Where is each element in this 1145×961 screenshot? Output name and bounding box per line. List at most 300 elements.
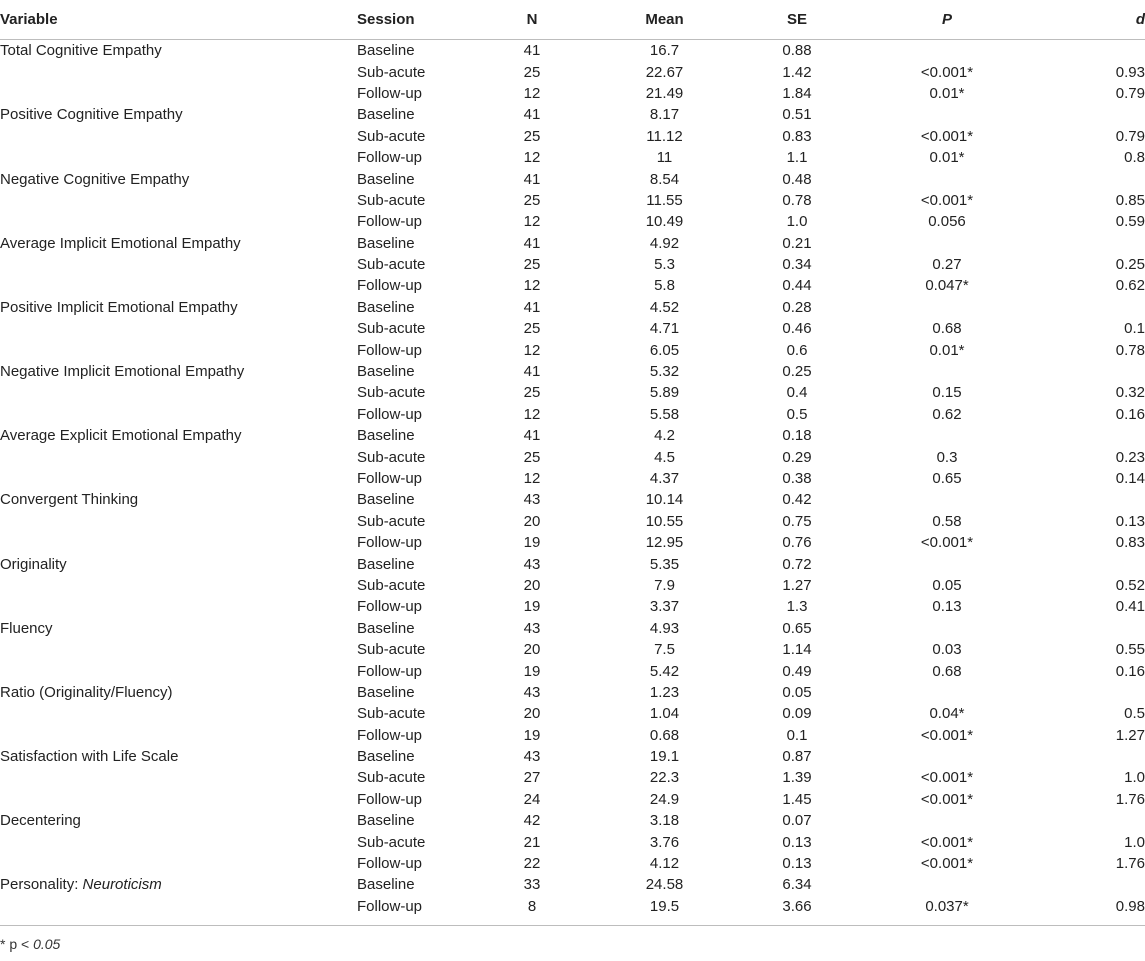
cell-session: Baseline xyxy=(357,363,415,381)
cell-d: 0.55 xyxy=(1115,641,1145,659)
cell-p xyxy=(847,104,1047,125)
cell-mean: 5.89 xyxy=(649,384,680,402)
cell-d: 0.52 xyxy=(1115,576,1145,594)
variable-label: Personality: xyxy=(0,876,83,894)
cell-variable xyxy=(0,489,357,510)
cell-p: 0.01* xyxy=(929,149,965,167)
cell-se: 0.18 xyxy=(782,427,812,445)
cell-session: Sub-acute xyxy=(357,384,426,402)
cell-mean: 4.37 xyxy=(649,470,680,487)
cell-d: 1.0 xyxy=(1124,833,1145,851)
cell-mean: 5.42 xyxy=(649,662,680,680)
cell-p xyxy=(847,810,1047,831)
cell-variable xyxy=(0,639,357,660)
cell-n: 19 xyxy=(523,534,541,552)
cell-variable xyxy=(0,618,357,639)
cell-mean: 4.5 xyxy=(654,448,675,466)
cell-mean: 4.12 xyxy=(649,855,680,873)
cell-session: Sub-acute xyxy=(357,576,426,594)
cell-p: 0.3 xyxy=(936,448,958,466)
table-row xyxy=(0,254,1145,275)
cell-variable xyxy=(0,190,357,211)
cell-session: Follow-up xyxy=(357,341,423,359)
cell-variable xyxy=(0,83,357,104)
cell-variable xyxy=(0,660,357,681)
table-row xyxy=(0,339,1145,360)
header-mean: Mean xyxy=(582,0,747,40)
cell-mean: 10.14 xyxy=(645,491,684,509)
cell-mean: 5.8 xyxy=(654,277,675,295)
cell-variable xyxy=(0,725,357,746)
cell-se: 3.66 xyxy=(747,896,847,926)
cell-session: Baseline xyxy=(357,106,415,124)
cell-variable xyxy=(0,147,357,168)
cell-d: 0.79 xyxy=(1115,84,1145,102)
cell-session: Baseline xyxy=(357,234,415,252)
cell-session: Follow-up xyxy=(357,470,423,487)
table-row xyxy=(0,83,1145,104)
cell-mean: 10.49 xyxy=(645,213,684,231)
cell-n: 19 xyxy=(523,726,541,744)
cell-p: <0.001* xyxy=(920,769,974,787)
cell-n: 12 xyxy=(523,470,541,487)
table-row xyxy=(0,725,1145,746)
footnote xyxy=(0,936,1145,952)
cell-d xyxy=(1047,553,1145,574)
cell-n: 25 xyxy=(523,191,541,209)
cell-p xyxy=(847,233,1047,254)
cell-session: Sub-acute xyxy=(357,512,426,530)
cell-p: <0.001* xyxy=(920,790,974,808)
cell-n: 43 xyxy=(523,491,541,509)
cell-session: Sub-acute xyxy=(357,320,426,338)
cell-se: 0.65 xyxy=(782,619,812,637)
cell-variable xyxy=(0,789,357,810)
table-body xyxy=(0,40,1145,926)
cell-mean: 19.1 xyxy=(649,748,680,766)
cell-se: 0.76 xyxy=(782,534,812,552)
cell-session: Baseline xyxy=(357,42,415,60)
cell-d: 0.83 xyxy=(1115,534,1145,552)
cell-variable xyxy=(0,810,357,831)
cell-session: Baseline xyxy=(357,298,415,316)
cell-n: 20 xyxy=(523,576,541,594)
variable-label: Ratio (Originality/Fluency) xyxy=(0,683,173,701)
table-row xyxy=(0,61,1145,82)
header-n: N xyxy=(482,0,582,40)
cell-variable xyxy=(0,61,357,82)
cell-p: 0.65 xyxy=(932,470,962,487)
cell-se: 0.49 xyxy=(782,662,812,680)
cell-session: Baseline xyxy=(357,170,415,188)
cell-session: Baseline xyxy=(357,491,415,509)
cell-se: 0.42 xyxy=(782,491,812,509)
table-row xyxy=(0,489,1145,510)
cell-mean: 4.92 xyxy=(649,234,680,252)
cell-p: 0.01* xyxy=(929,84,965,102)
cell-session: Follow-up xyxy=(357,405,423,423)
cell-p: 0.03 xyxy=(932,641,962,659)
cell-se: 0.6 xyxy=(786,341,808,359)
cell-se: 0.38 xyxy=(782,470,812,487)
cell-mean: 24.58 xyxy=(645,876,684,894)
cell-d: 0.23 xyxy=(1115,448,1145,466)
cell-p: 0.13 xyxy=(932,598,962,616)
table-row xyxy=(0,147,1145,168)
cell-se: 0.13 xyxy=(782,833,812,851)
cell-n: 21 xyxy=(523,833,541,851)
table-row xyxy=(0,361,1145,382)
footnote-threshold: 0.05 xyxy=(33,936,61,953)
cell-mean: 4.2 xyxy=(654,427,675,445)
table-row xyxy=(0,446,1145,467)
cell-se: 1.14 xyxy=(782,641,812,659)
cell-se: 0.4 xyxy=(786,384,808,402)
cell-variable xyxy=(0,211,357,232)
cell-n: 12 xyxy=(523,277,541,295)
cell-variable xyxy=(0,746,357,767)
variable-label: Decentering xyxy=(0,812,81,830)
cell-p xyxy=(847,40,1047,62)
cell-session: Follow-up xyxy=(357,662,423,680)
cell-variable xyxy=(0,767,357,788)
cell-session: Follow-up xyxy=(357,598,423,616)
cell-p xyxy=(847,874,1047,895)
cell-p xyxy=(847,425,1047,446)
cell-p xyxy=(847,489,1047,510)
cell-p xyxy=(847,618,1047,639)
footnote-prefix: * p < xyxy=(0,936,34,953)
cell-session: Follow-up xyxy=(357,726,423,744)
cell-variable xyxy=(0,126,357,147)
cell-d: 0.14 xyxy=(1115,470,1145,487)
cell-p xyxy=(847,682,1047,703)
cell-session: Follow-up xyxy=(357,790,423,808)
variable-label: Positive Cognitive Empathy xyxy=(0,106,183,124)
cell-n: 20 xyxy=(523,641,541,659)
cell-mean: 11.12 xyxy=(646,127,683,145)
cell-session: Sub-acute xyxy=(357,641,426,659)
cell-p: 0.056 xyxy=(928,213,966,231)
cell-d: 0.93 xyxy=(1115,63,1145,81)
cell-d: 1.76 xyxy=(1115,855,1145,873)
cell-n: 41 xyxy=(523,427,541,445)
table-row xyxy=(0,660,1145,681)
cell-session: Baseline xyxy=(357,812,415,830)
table-row xyxy=(0,318,1145,339)
cell-variable xyxy=(0,703,357,724)
cell-se: 1.84 xyxy=(782,84,812,102)
cell-d: 0.8 xyxy=(1124,149,1145,167)
cell-session: Baseline xyxy=(357,748,415,766)
variable-label: Originality xyxy=(0,555,67,573)
cell-session: Follow-up xyxy=(357,277,423,295)
cell-se: 0.05 xyxy=(782,683,812,701)
cell-se: 0.5 xyxy=(786,405,808,423)
cell-n: 25 xyxy=(523,384,541,402)
cell-d: 0.59 xyxy=(1115,213,1145,231)
table-header-row xyxy=(0,0,1145,40)
cell-p: 0.15 xyxy=(932,384,962,402)
cell-mean: 3.18 xyxy=(649,812,680,830)
header-p: P xyxy=(847,0,1047,40)
cell-d xyxy=(1047,489,1145,510)
cell-d xyxy=(1047,810,1145,831)
cell-d: 0.13 xyxy=(1115,512,1145,530)
cell-p: 0.68 xyxy=(932,320,962,338)
cell-mean: 5.58 xyxy=(649,405,680,423)
cell-session: Baseline xyxy=(357,683,415,701)
variable-label: Negative Implicit Emotional Empathy xyxy=(0,363,245,381)
header-d: d xyxy=(1047,0,1145,40)
table-row xyxy=(0,168,1145,189)
cell-d xyxy=(1047,874,1145,895)
cell-se: 0.29 xyxy=(782,448,812,466)
table-row xyxy=(0,126,1145,147)
cell-session: Follow-up xyxy=(357,855,423,873)
cell-d: 1.0 xyxy=(1124,769,1145,787)
cell-se: 0.48 xyxy=(782,170,812,188)
cell-p: 0.01* xyxy=(929,341,965,359)
table-row xyxy=(0,275,1145,296)
cell-session: Sub-acute xyxy=(357,448,426,466)
cell-n: 25 xyxy=(523,63,541,81)
cell-mean: 16.7 xyxy=(649,42,680,60)
cell-n: 20 xyxy=(523,512,541,530)
table-row xyxy=(0,639,1145,660)
cell-mean: 8.17 xyxy=(649,106,680,124)
cell-d xyxy=(1047,746,1145,767)
variable-label: Negative Cognitive Empathy xyxy=(0,170,190,188)
cell-se: 0.46 xyxy=(782,320,812,338)
cell-mean: 5.35 xyxy=(649,555,680,573)
table-row xyxy=(0,746,1145,767)
variable-label: Positive Implicit Emotional Empathy xyxy=(0,298,238,316)
cell-se: 0.87 xyxy=(782,748,812,766)
cell-p xyxy=(847,553,1047,574)
cell-n: 42 xyxy=(523,812,541,830)
cell-n: 41 xyxy=(523,363,541,381)
cell-variable xyxy=(0,361,357,382)
cell-variable xyxy=(0,831,357,852)
cell-d: 1.27 xyxy=(1115,726,1145,744)
cell-variable xyxy=(0,896,357,926)
cell-d xyxy=(1047,168,1145,189)
cell-se: 6.34 xyxy=(782,876,812,894)
cell-d: 0.1 xyxy=(1124,320,1145,338)
cell-se: 1.45 xyxy=(782,790,812,808)
cell-d: 0.41 xyxy=(1115,598,1145,616)
cell-mean: 4.71 xyxy=(649,320,680,338)
table-row xyxy=(0,767,1145,788)
cell-se: 0.21 xyxy=(782,234,812,252)
cell-n: 25 xyxy=(523,127,541,145)
table-row xyxy=(0,532,1145,553)
cell-session: Follow-up xyxy=(357,896,482,926)
cell-variable xyxy=(0,853,357,874)
cell-session: Follow-up xyxy=(357,534,423,552)
cell-session: Sub-acute xyxy=(357,63,426,81)
cell-se: 0.13 xyxy=(782,855,812,873)
cell-p: <0.001* xyxy=(920,534,974,552)
table-row xyxy=(0,104,1145,125)
cell-mean: 11 xyxy=(656,149,673,167)
table-row xyxy=(0,896,1145,926)
cell-d xyxy=(1047,297,1145,318)
cell-d: 0.62 xyxy=(1115,277,1145,295)
cell-d: 0.16 xyxy=(1115,662,1145,680)
cell-d: 0.5 xyxy=(1124,705,1145,723)
cell-p: 0.58 xyxy=(932,512,962,530)
cell-p: <0.001* xyxy=(920,191,974,209)
table-row xyxy=(0,404,1145,425)
table-row xyxy=(0,511,1145,532)
cell-variable xyxy=(0,254,357,275)
cell-mean: 1.04 xyxy=(649,705,680,723)
cell-d xyxy=(1047,233,1145,254)
cell-se: 0.28 xyxy=(782,298,812,316)
cell-se: 1.27 xyxy=(782,576,812,594)
cell-mean: 12.95 xyxy=(645,534,684,552)
variable-label: Convergent Thinking xyxy=(0,491,139,509)
cell-n: 8 xyxy=(482,896,582,926)
cell-variable xyxy=(0,425,357,446)
cell-n: 41 xyxy=(523,170,541,188)
cell-se: 1.1 xyxy=(786,149,808,167)
cell-mean: 0.68 xyxy=(649,726,680,744)
cell-d xyxy=(1047,40,1145,62)
cell-variable xyxy=(0,468,357,489)
cell-n: 27 xyxy=(523,769,541,787)
cell-se: 0.72 xyxy=(782,555,812,573)
cell-se: 0.34 xyxy=(782,256,812,274)
cell-se: 0.09 xyxy=(782,705,812,723)
cell-n: 33 xyxy=(523,876,541,894)
cell-se: 0.88 xyxy=(782,42,812,60)
cell-variable xyxy=(0,682,357,703)
cell-session: Baseline xyxy=(357,619,415,637)
cell-session: Baseline xyxy=(357,876,415,894)
table-row xyxy=(0,190,1145,211)
cell-n: 43 xyxy=(523,683,541,701)
cell-se: 1.0 xyxy=(786,213,808,231)
cell-p xyxy=(847,361,1047,382)
cell-n: 19 xyxy=(523,598,541,616)
cell-variable xyxy=(0,874,357,895)
cell-session: Baseline xyxy=(357,555,415,573)
cell-mean: 5.32 xyxy=(649,363,680,381)
cell-session: Sub-acute xyxy=(357,191,426,209)
cell-se: 0.1 xyxy=(786,726,808,744)
table-row xyxy=(0,575,1145,596)
cell-se: 0.83 xyxy=(782,127,812,145)
table-row xyxy=(0,874,1145,895)
cell-variable xyxy=(0,318,357,339)
cell-variable xyxy=(0,382,357,403)
table-row xyxy=(0,703,1145,724)
cell-n: 20 xyxy=(523,705,541,723)
cell-n: 12 xyxy=(523,341,541,359)
cell-variable xyxy=(0,596,357,617)
cell-p: 0.04* xyxy=(929,705,965,723)
cell-session: Sub-acute xyxy=(357,769,426,787)
cell-session: Sub-acute xyxy=(357,256,426,274)
variable-label: Satisfaction with Life Scale xyxy=(0,748,179,766)
table-row xyxy=(0,40,1145,62)
cell-p: 0.047* xyxy=(925,277,969,295)
table-row xyxy=(0,596,1145,617)
table-row xyxy=(0,382,1145,403)
cell-n: 12 xyxy=(523,84,541,102)
cell-se: 1.39 xyxy=(782,769,812,787)
table-row xyxy=(0,233,1145,254)
header-session: Session xyxy=(357,0,482,40)
cell-d xyxy=(1047,425,1145,446)
cell-se: 0.07 xyxy=(782,812,812,830)
cell-n: 41 xyxy=(523,234,541,252)
cell-n: 25 xyxy=(523,256,541,274)
cell-mean: 4.93 xyxy=(649,619,680,637)
cell-se: 0.51 xyxy=(782,106,812,124)
cell-variable xyxy=(0,297,357,318)
cell-d: 0.85 xyxy=(1115,191,1145,209)
cell-n: 25 xyxy=(523,320,541,338)
cell-n: 19 xyxy=(523,662,541,680)
cell-n: 12 xyxy=(523,405,541,423)
cell-mean: 19.5 xyxy=(582,896,747,926)
cell-mean: 3.76 xyxy=(649,833,680,851)
cell-variable xyxy=(0,446,357,467)
table-row xyxy=(0,553,1145,574)
cell-session: Follow-up xyxy=(357,213,423,231)
cell-mean: 10.55 xyxy=(645,512,684,530)
cell-p: <0.001* xyxy=(920,833,974,851)
cell-variable xyxy=(0,339,357,360)
cell-p: 0.68 xyxy=(932,662,962,680)
cell-p: 0.27 xyxy=(932,256,962,274)
cell-d: 0.79 xyxy=(1115,127,1145,145)
cell-variable xyxy=(0,575,357,596)
table-row xyxy=(0,682,1145,703)
cell-session: Sub-acute xyxy=(357,833,426,851)
table-row xyxy=(0,297,1145,318)
cell-variable xyxy=(0,233,357,254)
cell-se: 0.75 xyxy=(782,512,812,530)
cell-variable xyxy=(0,275,357,296)
cell-variable xyxy=(0,553,357,574)
cell-variable xyxy=(0,104,357,125)
cell-p: 0.05 xyxy=(932,576,962,594)
cell-p: <0.001* xyxy=(920,855,974,873)
cell-session: Follow-up xyxy=(357,84,423,102)
cell-se: 0.44 xyxy=(782,277,812,295)
cell-n: 41 xyxy=(523,42,541,60)
variable-label: Average Explicit Emotional Empathy xyxy=(0,427,242,445)
cell-mean: 11.55 xyxy=(646,191,683,209)
cell-n: 43 xyxy=(523,748,541,766)
header-se: SE xyxy=(747,0,847,40)
cell-d xyxy=(1047,682,1145,703)
cell-mean: 1.23 xyxy=(649,683,680,701)
cell-d: 1.76 xyxy=(1115,790,1145,808)
cell-variable xyxy=(0,168,357,189)
table-row xyxy=(0,468,1145,489)
cell-n: 25 xyxy=(523,448,541,466)
cell-n: 43 xyxy=(523,619,541,637)
header-variable: Variable xyxy=(0,0,357,40)
cell-session: Follow-up xyxy=(357,149,423,167)
cell-p: <0.001* xyxy=(920,726,974,744)
